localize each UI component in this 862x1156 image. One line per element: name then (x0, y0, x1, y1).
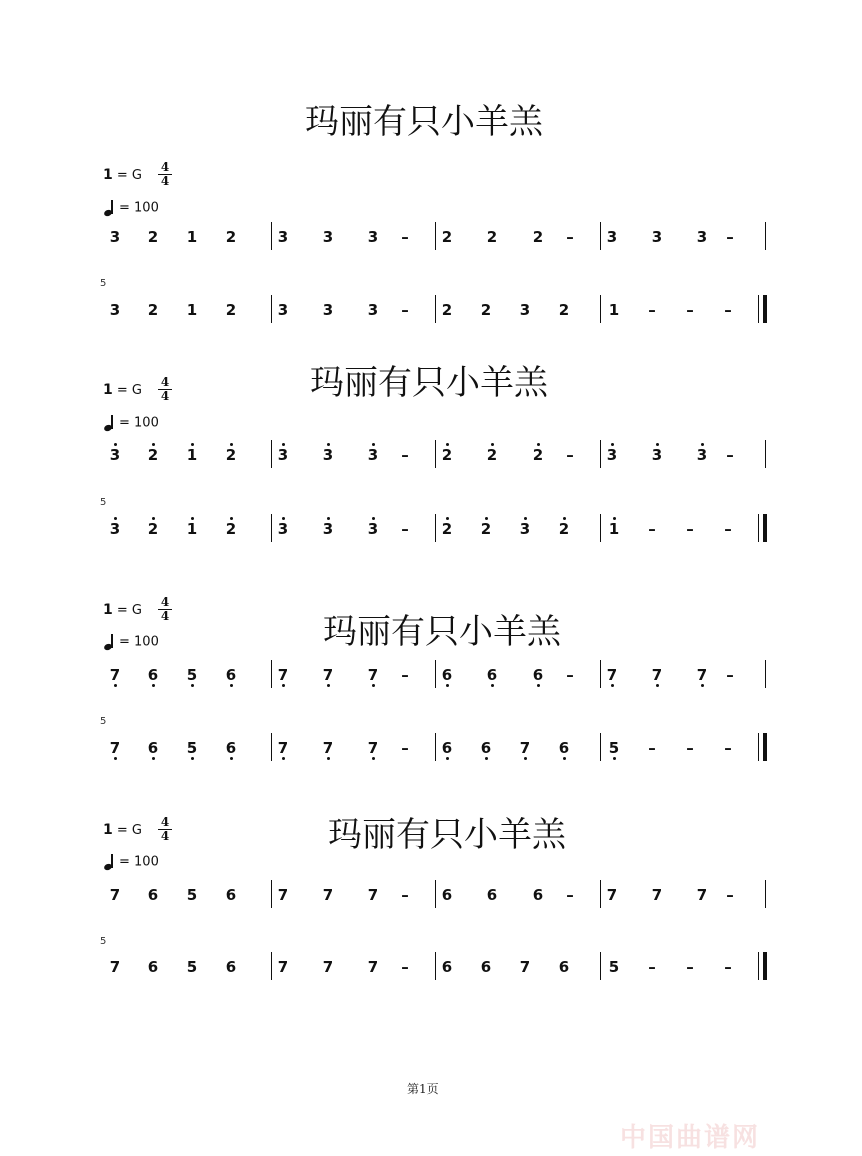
dash-sustain: – (401, 666, 409, 684)
dash-sustain: – (724, 520, 732, 538)
high-octave-dot (491, 443, 494, 446)
barline (600, 733, 601, 761)
dash-sustain: – (724, 301, 732, 319)
note: 3 (647, 446, 667, 464)
note: 3 (519, 301, 531, 319)
low-octave-dot (327, 684, 330, 687)
dash-sustain: – (724, 739, 732, 757)
final-barline-thin (758, 733, 759, 761)
note: 6 (480, 958, 492, 976)
note: 3 (105, 520, 125, 538)
note: 7 (322, 886, 334, 904)
note: 6 (532, 886, 544, 904)
low-octave-dot (485, 757, 488, 760)
high-octave-dot (282, 517, 285, 520)
dash-sustain: – (686, 739, 694, 757)
time-top: 4 (160, 815, 170, 829)
key-numeral: 1 (103, 822, 113, 838)
final-barline (763, 952, 767, 980)
note: 7 (647, 666, 667, 684)
note: 7 (277, 886, 289, 904)
note: 3 (363, 520, 383, 538)
note-stem (111, 634, 113, 648)
time-bottom: 4 (160, 174, 170, 188)
dash-sustain: – (401, 886, 409, 904)
dash-sustain: – (686, 520, 694, 538)
high-octave-dot (191, 443, 194, 446)
time-bottom: 4 (160, 389, 170, 403)
quarter-note-icon (103, 199, 119, 217)
note: 2 (147, 301, 159, 319)
tempo-marking (103, 414, 159, 432)
time-top: 4 (160, 595, 170, 609)
key-text: = G (116, 823, 142, 838)
low-octave-dot (446, 757, 449, 760)
key-text: = G (116, 383, 142, 398)
low-octave-dot (491, 684, 494, 687)
dash-sustain: – (726, 228, 734, 246)
note: 2 (532, 228, 544, 246)
note: 5 (182, 739, 202, 757)
final-barline (763, 514, 767, 542)
high-octave-dot (191, 517, 194, 520)
high-octave-dot (282, 443, 285, 446)
high-octave-dot (114, 443, 117, 446)
low-octave-dot (701, 684, 704, 687)
note: 7 (318, 739, 338, 757)
site-watermark-logo: 中国曲谱网 (620, 1123, 761, 1153)
measure-number: 5 (100, 497, 107, 508)
note: 5 (604, 739, 624, 757)
note: 1 (182, 446, 202, 464)
note: 6 (554, 739, 574, 757)
dash-sustain: – (648, 520, 656, 538)
high-octave-dot (524, 517, 527, 520)
dash-sustain: – (726, 666, 734, 684)
note: 3 (105, 446, 125, 464)
high-octave-dot (152, 443, 155, 446)
dash-sustain: – (726, 446, 734, 464)
low-octave-dot (230, 757, 233, 760)
note: 3 (692, 446, 712, 464)
note: 3 (515, 520, 535, 538)
note: 2 (147, 228, 159, 246)
note: 7 (696, 886, 708, 904)
high-octave-dot (152, 517, 155, 520)
key-text: = G (116, 603, 142, 618)
time-top: 4 (160, 375, 170, 389)
note: 5 (186, 886, 198, 904)
note: 3 (367, 301, 379, 319)
note: 2 (528, 446, 548, 464)
note-stem (111, 415, 113, 429)
low-octave-dot (524, 757, 527, 760)
note: 6 (441, 886, 453, 904)
high-octave-dot (230, 517, 233, 520)
key-text: = G (116, 168, 142, 183)
note: 7 (273, 666, 293, 684)
low-octave-dot (656, 684, 659, 687)
note: 1 (186, 301, 198, 319)
high-octave-dot (372, 443, 375, 446)
note: 2 (143, 446, 163, 464)
note: 7 (363, 739, 383, 757)
note: 1 (186, 228, 198, 246)
note: 3 (318, 520, 338, 538)
barline (765, 880, 766, 908)
dash-sustain: – (686, 301, 694, 319)
dash-sustain: – (566, 886, 574, 904)
note: 6 (437, 666, 457, 684)
note: 7 (602, 666, 622, 684)
tempo-text: = 100 (119, 415, 159, 431)
section-title: 玛丽有只小羊羔 (310, 363, 548, 403)
note: 6 (486, 886, 498, 904)
low-octave-dot (152, 684, 155, 687)
time-signature (158, 377, 172, 402)
note: 1 (608, 301, 620, 319)
note: 5 (186, 958, 198, 976)
measure-number: 5 (100, 936, 107, 947)
tempo-text: = 100 (119, 854, 159, 870)
high-octave-dot (701, 443, 704, 446)
high-octave-dot (230, 443, 233, 446)
time-bottom: 4 (160, 829, 170, 843)
low-octave-dot (282, 757, 285, 760)
note: 2 (225, 228, 237, 246)
note: 7 (363, 666, 383, 684)
note: 7 (105, 666, 125, 684)
note: 3 (318, 446, 338, 464)
final-barline-thin (758, 514, 759, 542)
note: 7 (606, 886, 618, 904)
barline (765, 440, 766, 468)
note: 6 (147, 958, 159, 976)
section-title: 玛丽有只小羊羔 (323, 612, 561, 652)
barline (765, 222, 766, 250)
low-octave-dot (152, 757, 155, 760)
note: 3 (322, 228, 334, 246)
low-octave-dot (613, 757, 616, 760)
note: 7 (318, 666, 338, 684)
note: 7 (109, 886, 121, 904)
tempo-marking (103, 633, 159, 651)
dash-sustain: – (566, 446, 574, 464)
high-octave-dot (613, 517, 616, 520)
tempo-marking (103, 199, 159, 217)
note: 3 (367, 228, 379, 246)
dash-sustain: – (726, 886, 734, 904)
low-octave-dot (537, 684, 540, 687)
note: 2 (437, 446, 457, 464)
dash-sustain: – (648, 739, 656, 757)
low-octave-dot (611, 684, 614, 687)
note: 6 (221, 666, 241, 684)
note: 2 (476, 520, 496, 538)
final-barline (763, 733, 767, 761)
low-octave-dot (230, 684, 233, 687)
barline (600, 514, 601, 542)
note: 2 (441, 301, 453, 319)
note: 2 (480, 301, 492, 319)
time-bottom: 4 (160, 609, 170, 623)
time-signature (158, 597, 172, 622)
note: 7 (367, 886, 379, 904)
note: 6 (476, 739, 496, 757)
high-octave-dot (611, 443, 614, 446)
key-numeral: 1 (103, 602, 113, 618)
note: 6 (143, 739, 163, 757)
key-numeral: 1 (103, 382, 113, 398)
quarter-note-icon (103, 414, 119, 432)
key-signature (103, 603, 142, 617)
note: 3 (322, 301, 334, 319)
final-barline (763, 295, 767, 323)
note: 2 (225, 301, 237, 319)
key-signature (103, 168, 142, 182)
low-octave-dot (114, 757, 117, 760)
page-number: 第1页 (407, 1082, 439, 1096)
note: 3 (273, 446, 293, 464)
measure-number: 5 (100, 278, 107, 289)
key-numeral: 1 (103, 167, 113, 183)
note: 6 (221, 739, 241, 757)
high-octave-dot (537, 443, 540, 446)
dash-sustain: – (401, 520, 409, 538)
key-signature (103, 823, 142, 837)
note: 7 (519, 958, 531, 976)
high-octave-dot (114, 517, 117, 520)
dash-sustain: – (401, 446, 409, 464)
barline (600, 295, 601, 323)
note: 3 (273, 520, 293, 538)
dash-sustain: – (401, 228, 409, 246)
note: 7 (322, 958, 334, 976)
note: 3 (109, 301, 121, 319)
dash-sustain: – (724, 958, 732, 976)
note: 3 (277, 228, 289, 246)
note: 2 (558, 301, 570, 319)
high-octave-dot (446, 517, 449, 520)
note: 7 (109, 958, 121, 976)
high-octave-dot (485, 517, 488, 520)
note: 6 (225, 886, 237, 904)
high-octave-dot (656, 443, 659, 446)
measure-number: 5 (100, 716, 107, 727)
note: 2 (221, 446, 241, 464)
tempo-text: = 100 (119, 200, 159, 216)
barline (600, 952, 601, 980)
dash-sustain: – (648, 301, 656, 319)
note: 6 (147, 886, 159, 904)
high-octave-dot (446, 443, 449, 446)
final-barline-thin (758, 295, 759, 323)
note-stem (111, 200, 113, 214)
low-octave-dot (114, 684, 117, 687)
high-octave-dot (327, 517, 330, 520)
note: 2 (441, 228, 453, 246)
note: 6 (437, 739, 457, 757)
note: 2 (554, 520, 574, 538)
note: 2 (437, 520, 457, 538)
note: 3 (277, 301, 289, 319)
dash-sustain: – (401, 301, 409, 319)
note: 1 (604, 520, 624, 538)
tempo-marking (103, 853, 159, 871)
note: 6 (143, 666, 163, 684)
note: 6 (482, 666, 502, 684)
note: 2 (482, 446, 502, 464)
final-barline-thin (758, 952, 759, 980)
high-octave-dot (563, 517, 566, 520)
low-octave-dot (327, 757, 330, 760)
time-signature (158, 162, 172, 187)
dash-sustain: – (566, 228, 574, 246)
dash-sustain: – (401, 739, 409, 757)
note: 6 (558, 958, 570, 976)
note-stem (111, 854, 113, 868)
high-octave-dot (327, 443, 330, 446)
quarter-note-icon (103, 853, 119, 871)
section-title: 玛丽有只小羊羔 (328, 815, 566, 855)
note: 3 (363, 446, 383, 464)
high-octave-dot (372, 517, 375, 520)
note: 6 (225, 958, 237, 976)
low-octave-dot (282, 684, 285, 687)
note: 7 (692, 666, 712, 684)
low-octave-dot (191, 757, 194, 760)
note: 3 (606, 228, 618, 246)
low-octave-dot (563, 757, 566, 760)
key-signature (103, 383, 142, 397)
note: 5 (182, 666, 202, 684)
note: 7 (105, 739, 125, 757)
tempo-text: = 100 (119, 634, 159, 650)
note: 7 (651, 886, 663, 904)
low-octave-dot (446, 684, 449, 687)
low-octave-dot (191, 684, 194, 687)
note: 3 (602, 446, 622, 464)
section-title: 玛丽有只小羊羔 (305, 102, 543, 142)
dash-sustain: – (648, 958, 656, 976)
dash-sustain: – (401, 958, 409, 976)
note: 5 (608, 958, 620, 976)
note: 7 (277, 958, 289, 976)
note: 7 (273, 739, 293, 757)
note: 3 (696, 228, 708, 246)
low-octave-dot (372, 684, 375, 687)
note: 6 (441, 958, 453, 976)
note: 7 (367, 958, 379, 976)
dash-sustain: – (566, 666, 574, 684)
note: 3 (651, 228, 663, 246)
note: 2 (486, 228, 498, 246)
time-signature (158, 817, 172, 842)
barline (765, 660, 766, 688)
time-top: 4 (160, 160, 170, 174)
dash-sustain: – (686, 958, 694, 976)
note: 2 (143, 520, 163, 538)
note: 2 (221, 520, 241, 538)
note: 3 (109, 228, 121, 246)
quarter-note-icon (103, 633, 119, 651)
low-octave-dot (372, 757, 375, 760)
note: 6 (528, 666, 548, 684)
note: 1 (182, 520, 202, 538)
note: 7 (515, 739, 535, 757)
